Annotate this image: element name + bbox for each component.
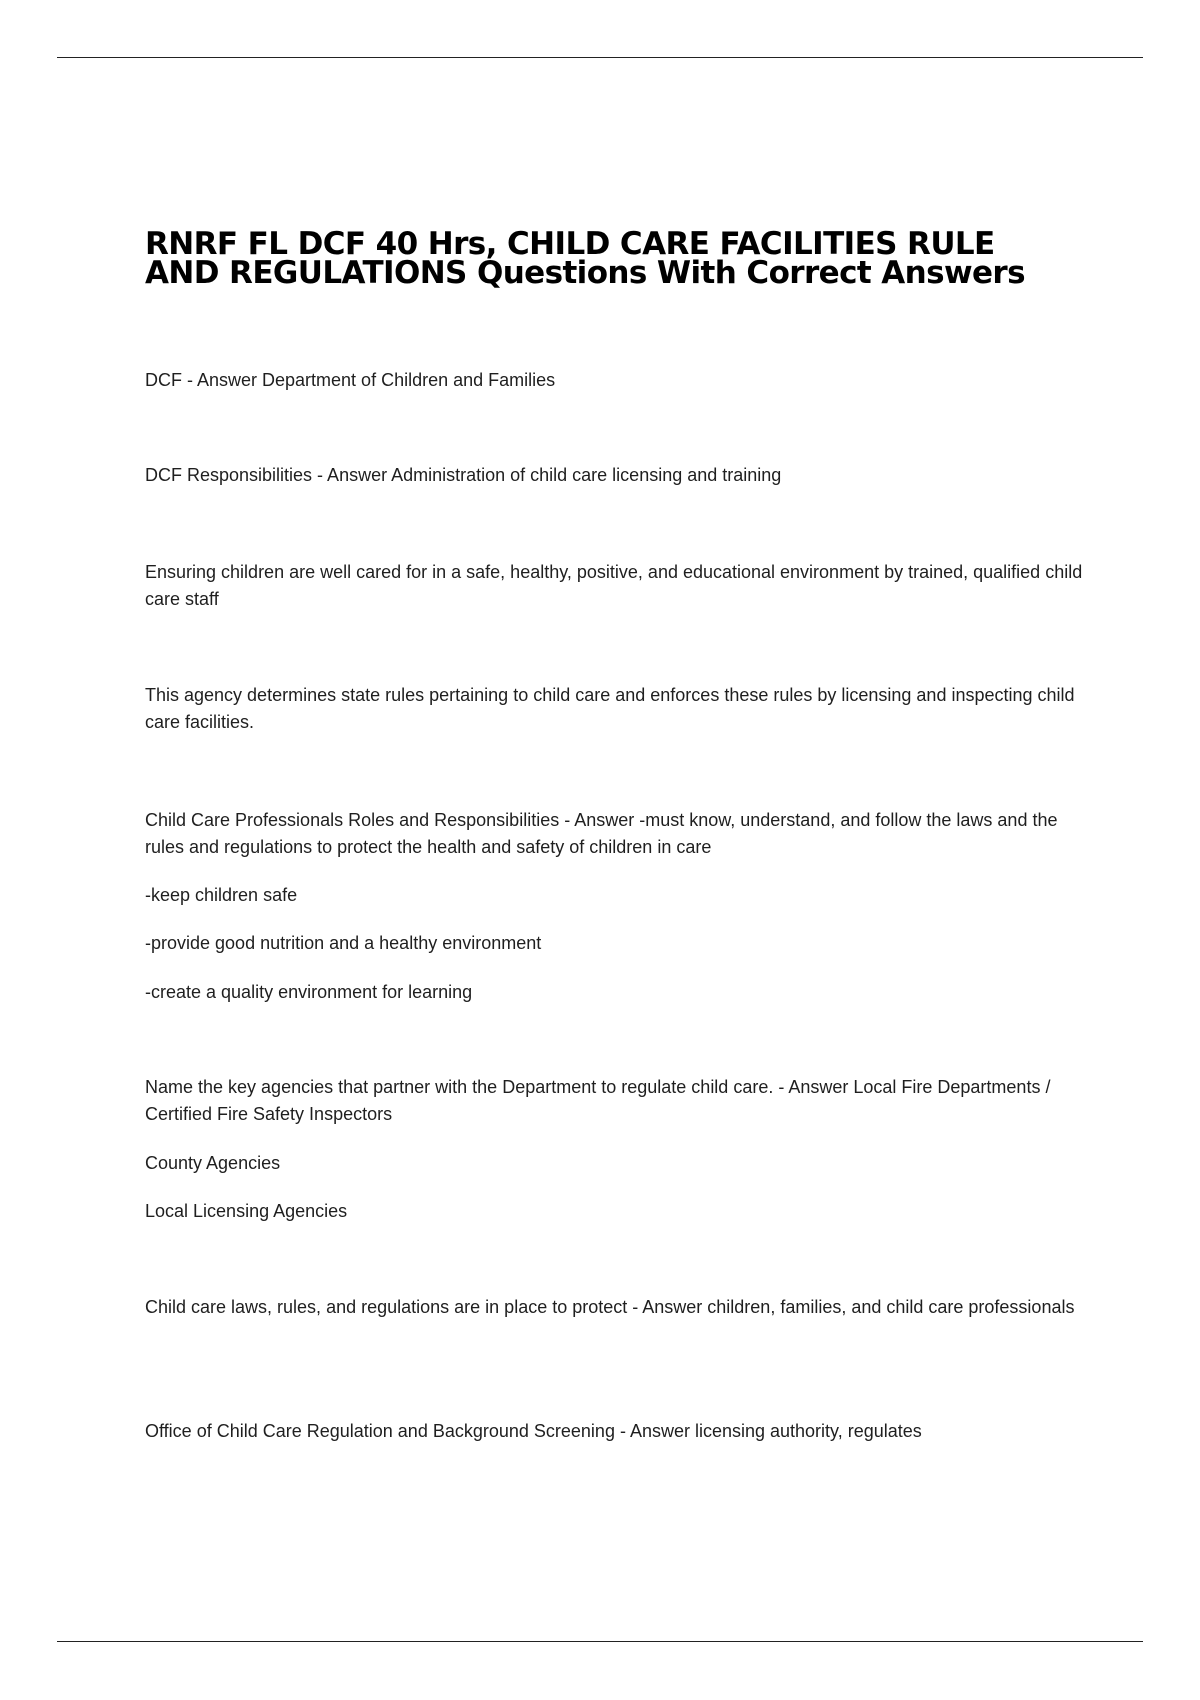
top-rule [57,57,1143,58]
list-item-local-licensing: Local Licensing Agencies [145,1201,348,1221]
paragraph-dcf: DCF - Answer Department of Children and Families [145,370,556,390]
paragraph-office-regulation: Office of Child Care Regulation and Background Screening - Answer licensing authority, regulates [145,1421,922,1441]
paragraph-agency-rules: This agency determines state rules pertaining to child care and enforces these rules by licensing and inspecting child care facilities. [145,685,1075,732]
paragraph-professional-roles: Child Care Professionals Roles and Responsibilities - Answer -must know, understand, and follow the laws and the rules and regulations to protect the health and safety of children in care [145,810,1058,857]
bottom-rule [57,1641,1143,1642]
paragraph-dcf-responsibilities: DCF Responsibilities - Answer Administration of child care licensing and training [145,465,782,485]
list-item-nutrition: -provide good nutrition and a healthy environment [145,933,542,953]
list-item-county-agencies: County Agencies [145,1153,281,1173]
list-item-keep-safe: -keep children safe [145,885,298,905]
paragraph-ensuring-children: Ensuring children are well cared for in a safe, healthy, positive, and educational environment by trained, qualified child care staff [145,562,1083,609]
list-item-learning: -create a quality environment for learning [145,982,473,1002]
paragraph-laws-protect: Child care laws, rules, and regulations are in place to protect - Answer children, families, and child care professionals [145,1297,1075,1317]
paragraph-key-agencies: Name the key agencies that partner with the Department to regulate child care. - Answer Local Fire Departments / Certified Fire Safety Inspectors [145,1077,1051,1124]
document-title: RNRF FL DCF 40 Hrs, CHILD CARE FACILITIES RULE AND REGULATIONS Questions With Correct Answers [145,226,1025,291]
